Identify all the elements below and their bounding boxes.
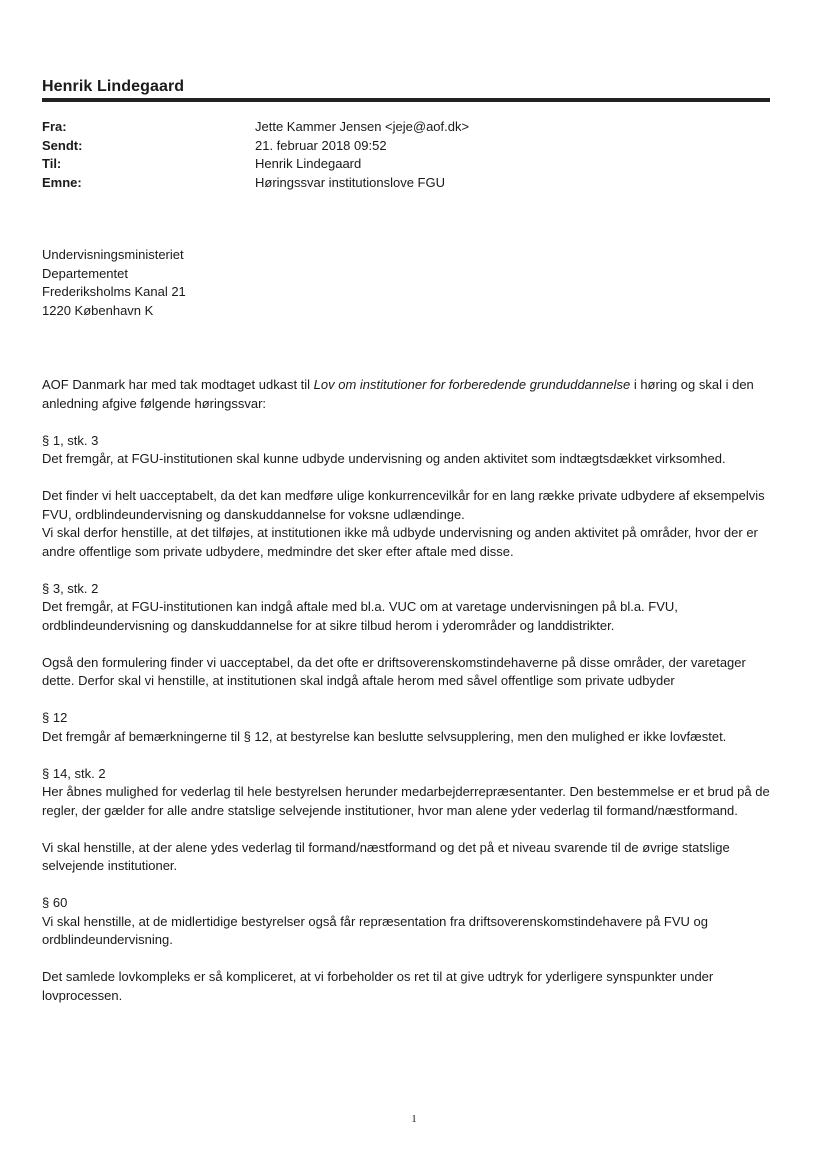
meta-row-to — [42, 155, 469, 174]
email-meta — [42, 118, 469, 192]
meta-label-from: Fra: — [42, 119, 67, 134]
section-paragraph: Vi skal henstille, at de midlertidige bestyrelser også får repræsentation fra driftsoverenskomstindehavere på FVU og ordblindeundervisning. — [42, 913, 708, 947]
address-line: Departementet — [42, 265, 128, 281]
meta-label-to: Til: — [42, 156, 62, 171]
para-line: Vi skal derfor henstille, at det tilføjes, at institutionen ikke må udbyde undervisning og anden aktivitet på områder, hvor der er andre offentlige som private udbydere, medmindre det sker efter aftale med disse. — [42, 525, 758, 559]
section-3 — [42, 709, 777, 746]
address-line: Undervisningsministeriet — [42, 247, 184, 262]
section-paragraph: Det fremgår af bemærkningerne til § 12, at bestyrelse kan beslutte selvsupplering, men den mulighed er ikke lovfæstet. — [42, 728, 727, 744]
meta-value-subject: Høringssvar institutionslove FGU — [255, 174, 445, 190]
section-heading: § 1, stk. 3 — [42, 432, 99, 448]
section-paragraph — [42, 487, 777, 561]
intro-text: AOF Danmark har med tak modtaget udkast til — [42, 377, 314, 392]
intro-paragraph — [42, 376, 777, 413]
sender-name: Henrik Lindegaard — [42, 78, 185, 95]
section-heading: § 60 — [42, 895, 68, 910]
section-2 — [42, 580, 777, 691]
section-paragraph: Her åbnes mulighed for vederlag til hele bestyrelsen herunder medarbejderrepræsentanter. Den bestemmelse er et brud på de regler, der gælder for alle andre statslige selvejende institutioner, hvor man alene yder vederlag til formand/næstformand. — [42, 784, 770, 818]
letter-body — [42, 376, 777, 1024]
section-paragraph: Det fremgår, at FGU-institutionen kan indgå aftale med bl.a. VUC om at varetage undervisningen på bl.a. FVU, ordblindeundervisning og danskuddannelse for at sikre tilbud herom i yderområder og landdistrikter. — [42, 599, 678, 633]
meta-label-sent: Sendt: — [42, 137, 83, 153]
section-1 — [42, 432, 777, 562]
meta-row-sent — [42, 137, 469, 156]
meta-value-to: Henrik Lindegaard — [255, 156, 362, 171]
meta-value-from: Jette Kammer Jensen <jeje@aof.dk> — [255, 119, 470, 134]
section-5 — [42, 894, 777, 1005]
section-paragraph: Også den formulering finder vi uacceptabel, da det ofte er driftsoverenskomstindehaverne på disse områder, der varetager dette. Derfor skal vi henstille, at institutionen skal indgå aftale herom med såvel offentlige som private udbyder — [42, 654, 746, 688]
section-heading: § 3, stk. 2 — [42, 580, 99, 596]
meta-label-subject: Emne: — [42, 174, 82, 190]
para-line: Det finder vi helt uacceptabelt, da det kan medføre ulige konkurrencevilkår for en lang række private udbydere af eksempelvis FVU, ordblindeundervisning og danskuddannelse for voksne udlændinge. — [42, 488, 765, 522]
meta-row-from — [42, 118, 469, 137]
meta-value-sent: 21. februar 2018 09:52 — [255, 137, 387, 153]
law-title: Lov om institutioner for forberedende grunduddannelse — [313, 377, 631, 392]
address-line: Frederiksholms Kanal 21 — [42, 284, 186, 299]
intro-text-end: i høring og skal i den anledning afgive følgende høringssvar: — [42, 377, 754, 411]
section-heading: § 14, stk. 2 — [42, 765, 106, 781]
recipient-address — [42, 246, 186, 320]
section-paragraph: Vi skal henstille, at der alene ydes vederlag til formand/næstformand og det på et niveau svarende til de øvrige statslige selvejende institutioner. — [42, 839, 730, 873]
header-divider — [42, 98, 770, 102]
address-line: 1220 København K — [42, 302, 154, 318]
section-4 — [42, 765, 777, 876]
section-paragraph: Det samlede lovkompleks er så kompliceret, at vi forbeholder os ret til at give udtryk for yderligere synspunkter under lovprocessen. — [42, 969, 714, 1003]
section-paragraph: Det fremgår, at FGU-institutionen skal kunne udbyde undervisning og anden aktivitet som indtægtsdækket virksomhed. — [42, 451, 726, 466]
section-heading: § 12 — [42, 710, 68, 725]
page-number: 1 — [411, 1113, 417, 1125]
meta-row-subject — [42, 174, 469, 193]
